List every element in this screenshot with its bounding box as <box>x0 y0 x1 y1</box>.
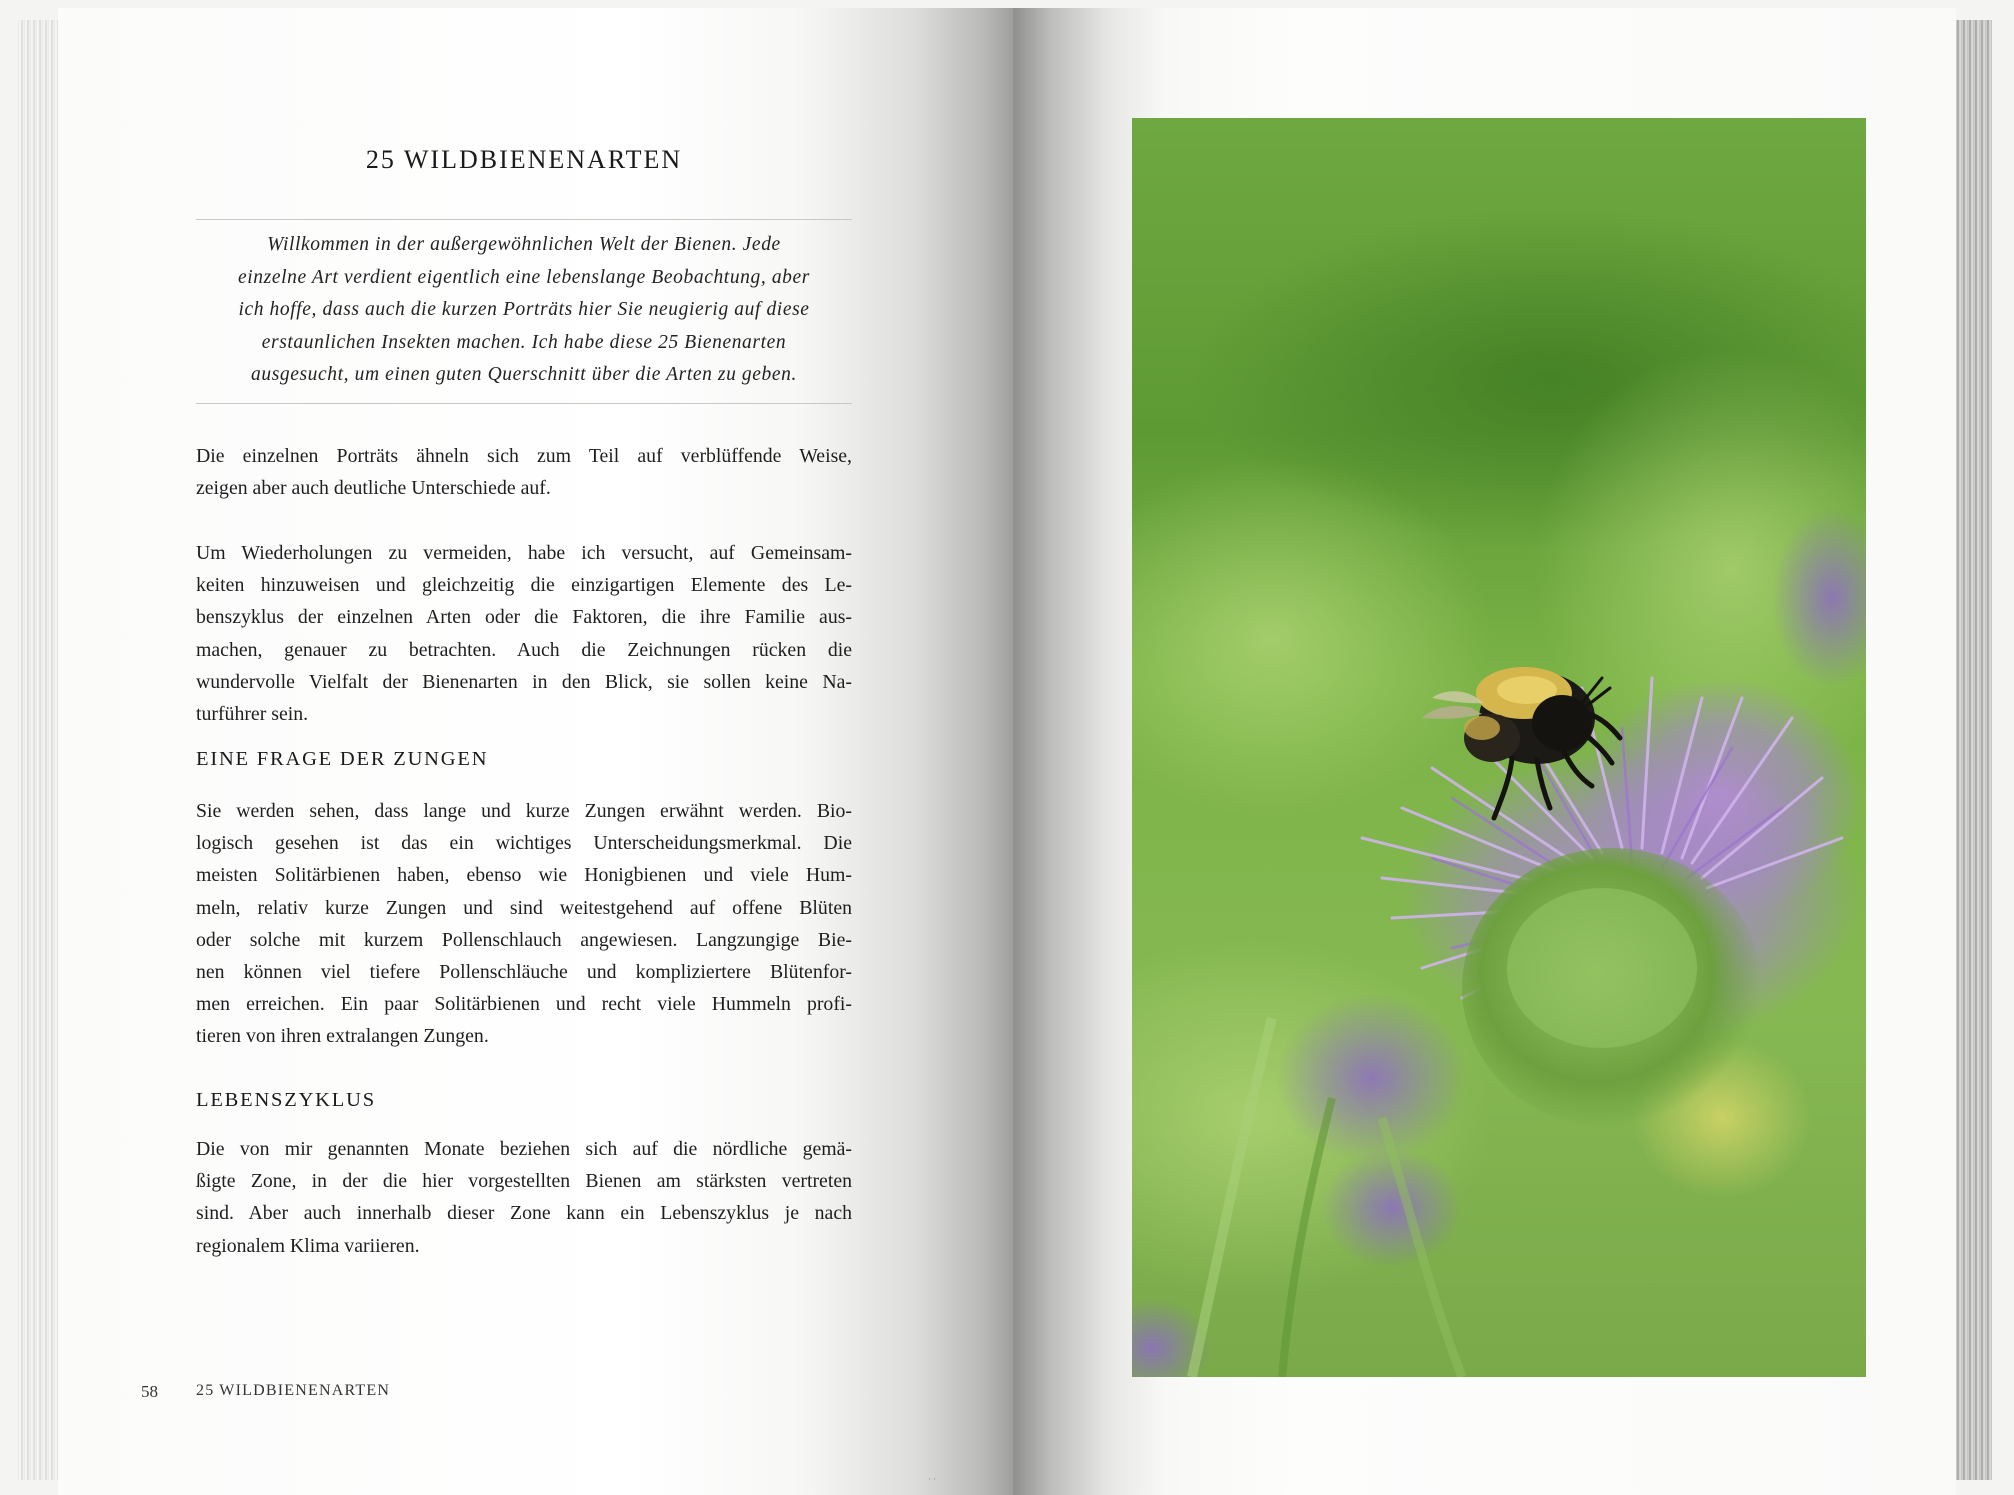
bee-on-thistle-photo <box>1132 118 1866 1377</box>
paragraph-portraits <box>196 440 852 504</box>
intro-rule-bottom <box>196 403 852 404</box>
text-line: machen, genauer zu betrachten. Auch die Zeichnungen rücken die <box>196 638 852 661</box>
text-line: benszyklus der einzelnen Arten oder die Faktoren, die ihre Familie aus- <box>196 606 852 629</box>
text-line: meisten Solitärbienen haben, ebenso wie Honigbienen und viele Hum- <box>196 864 852 887</box>
intro-line: ich hoffe, dass auch die kurzen Porträts hier Sie neugierig auf diese <box>238 299 810 320</box>
paragraph-lifecycle <box>196 1133 852 1262</box>
intro-line: erstaunlichen Insekten machen. Ich habe diese 25 Bienenarten <box>261 331 787 353</box>
paragraph-repetition <box>196 537 852 730</box>
text-line: ßigte Zone, in der die hier vorgestellten Bienen am stärksten vertreten <box>196 1170 852 1193</box>
text-line: Sie werden sehen, dass lange und kurze Zungen erwähnt werden. Bio- <box>196 800 852 822</box>
text-line: Die einzelnen Porträts ähneln sich zum Teil auf verblüffende Weise, <box>196 445 852 467</box>
gutter-mark: · · <box>928 1474 937 1484</box>
text-line: nen können viel tiefere Pollenschläuche und kompliziertere Blütenfor- <box>196 960 852 983</box>
running-title: 25 WILDBIENENARTEN <box>196 1382 391 1399</box>
text-line: wundervolle Vielfalt der Bienenarten in den Blick, sie sollen keine Na- <box>196 670 852 693</box>
heading-tongues: EINE FRAGE DER ZUNGEN <box>196 748 489 770</box>
page-number: 58 <box>141 1382 158 1401</box>
text-line: sind. Aber auch innerhalb dieser Zone kann ein Lebenszyklus je nach <box>196 1202 852 1225</box>
text-line: Die von mir genannten Monate beziehen sich auf die nördliche gemä- <box>196 1138 852 1160</box>
intro-rule-top <box>196 219 852 220</box>
intro-line: einzelne Art verdient eigentlich eine lebenslange Beobachtung, aber <box>238 266 810 288</box>
text-line: tieren von ihren extralangen Zungen. <box>196 1025 489 1048</box>
text-line: meln, relativ kurze Zungen und sind weitestgehend auf offene Blüten <box>196 896 852 919</box>
paragraph-tongues <box>196 795 852 1053</box>
text-line: zeigen aber auch deutliche Unterschiede auf. <box>196 477 551 500</box>
chapter-title: 25 WILDBIENENARTEN <box>365 145 683 174</box>
page-edges-right <box>1956 20 1992 1480</box>
text-line: turführer sein. <box>196 702 309 725</box>
page-edges-left <box>18 20 58 1480</box>
text-line: regionalem Klima variieren. <box>196 1234 420 1257</box>
heading-lifecycle: LEBENSZYKLUS <box>196 1089 376 1111</box>
text-line: Um Wiederholungen zu vermeiden, habe ich versucht, auf Gemeinsam- <box>196 542 852 564</box>
intro-line: Willkommen in der außergewöhnlichen Welt der Bienen. Jede <box>267 234 781 255</box>
text-line: logisch gesehen ist das ein wichtiges Unterscheidungsmerkmal. Die <box>196 832 852 855</box>
intro-line: ausgesucht, um einen guten Querschnitt über die Arten zu geben. <box>251 364 797 385</box>
text-line: keiten hinzuweisen und gleichzeitig die einzigartigen Elemente des Le- <box>196 574 852 597</box>
intro-text <box>196 229 852 392</box>
text-line: oder solche mit kurzem Pollenschlauch angewiesen. Langzungige Bie- <box>196 928 852 951</box>
text-line: men erreichen. Ein paar Solitärbienen und recht viele Hummeln profi- <box>196 993 852 1016</box>
